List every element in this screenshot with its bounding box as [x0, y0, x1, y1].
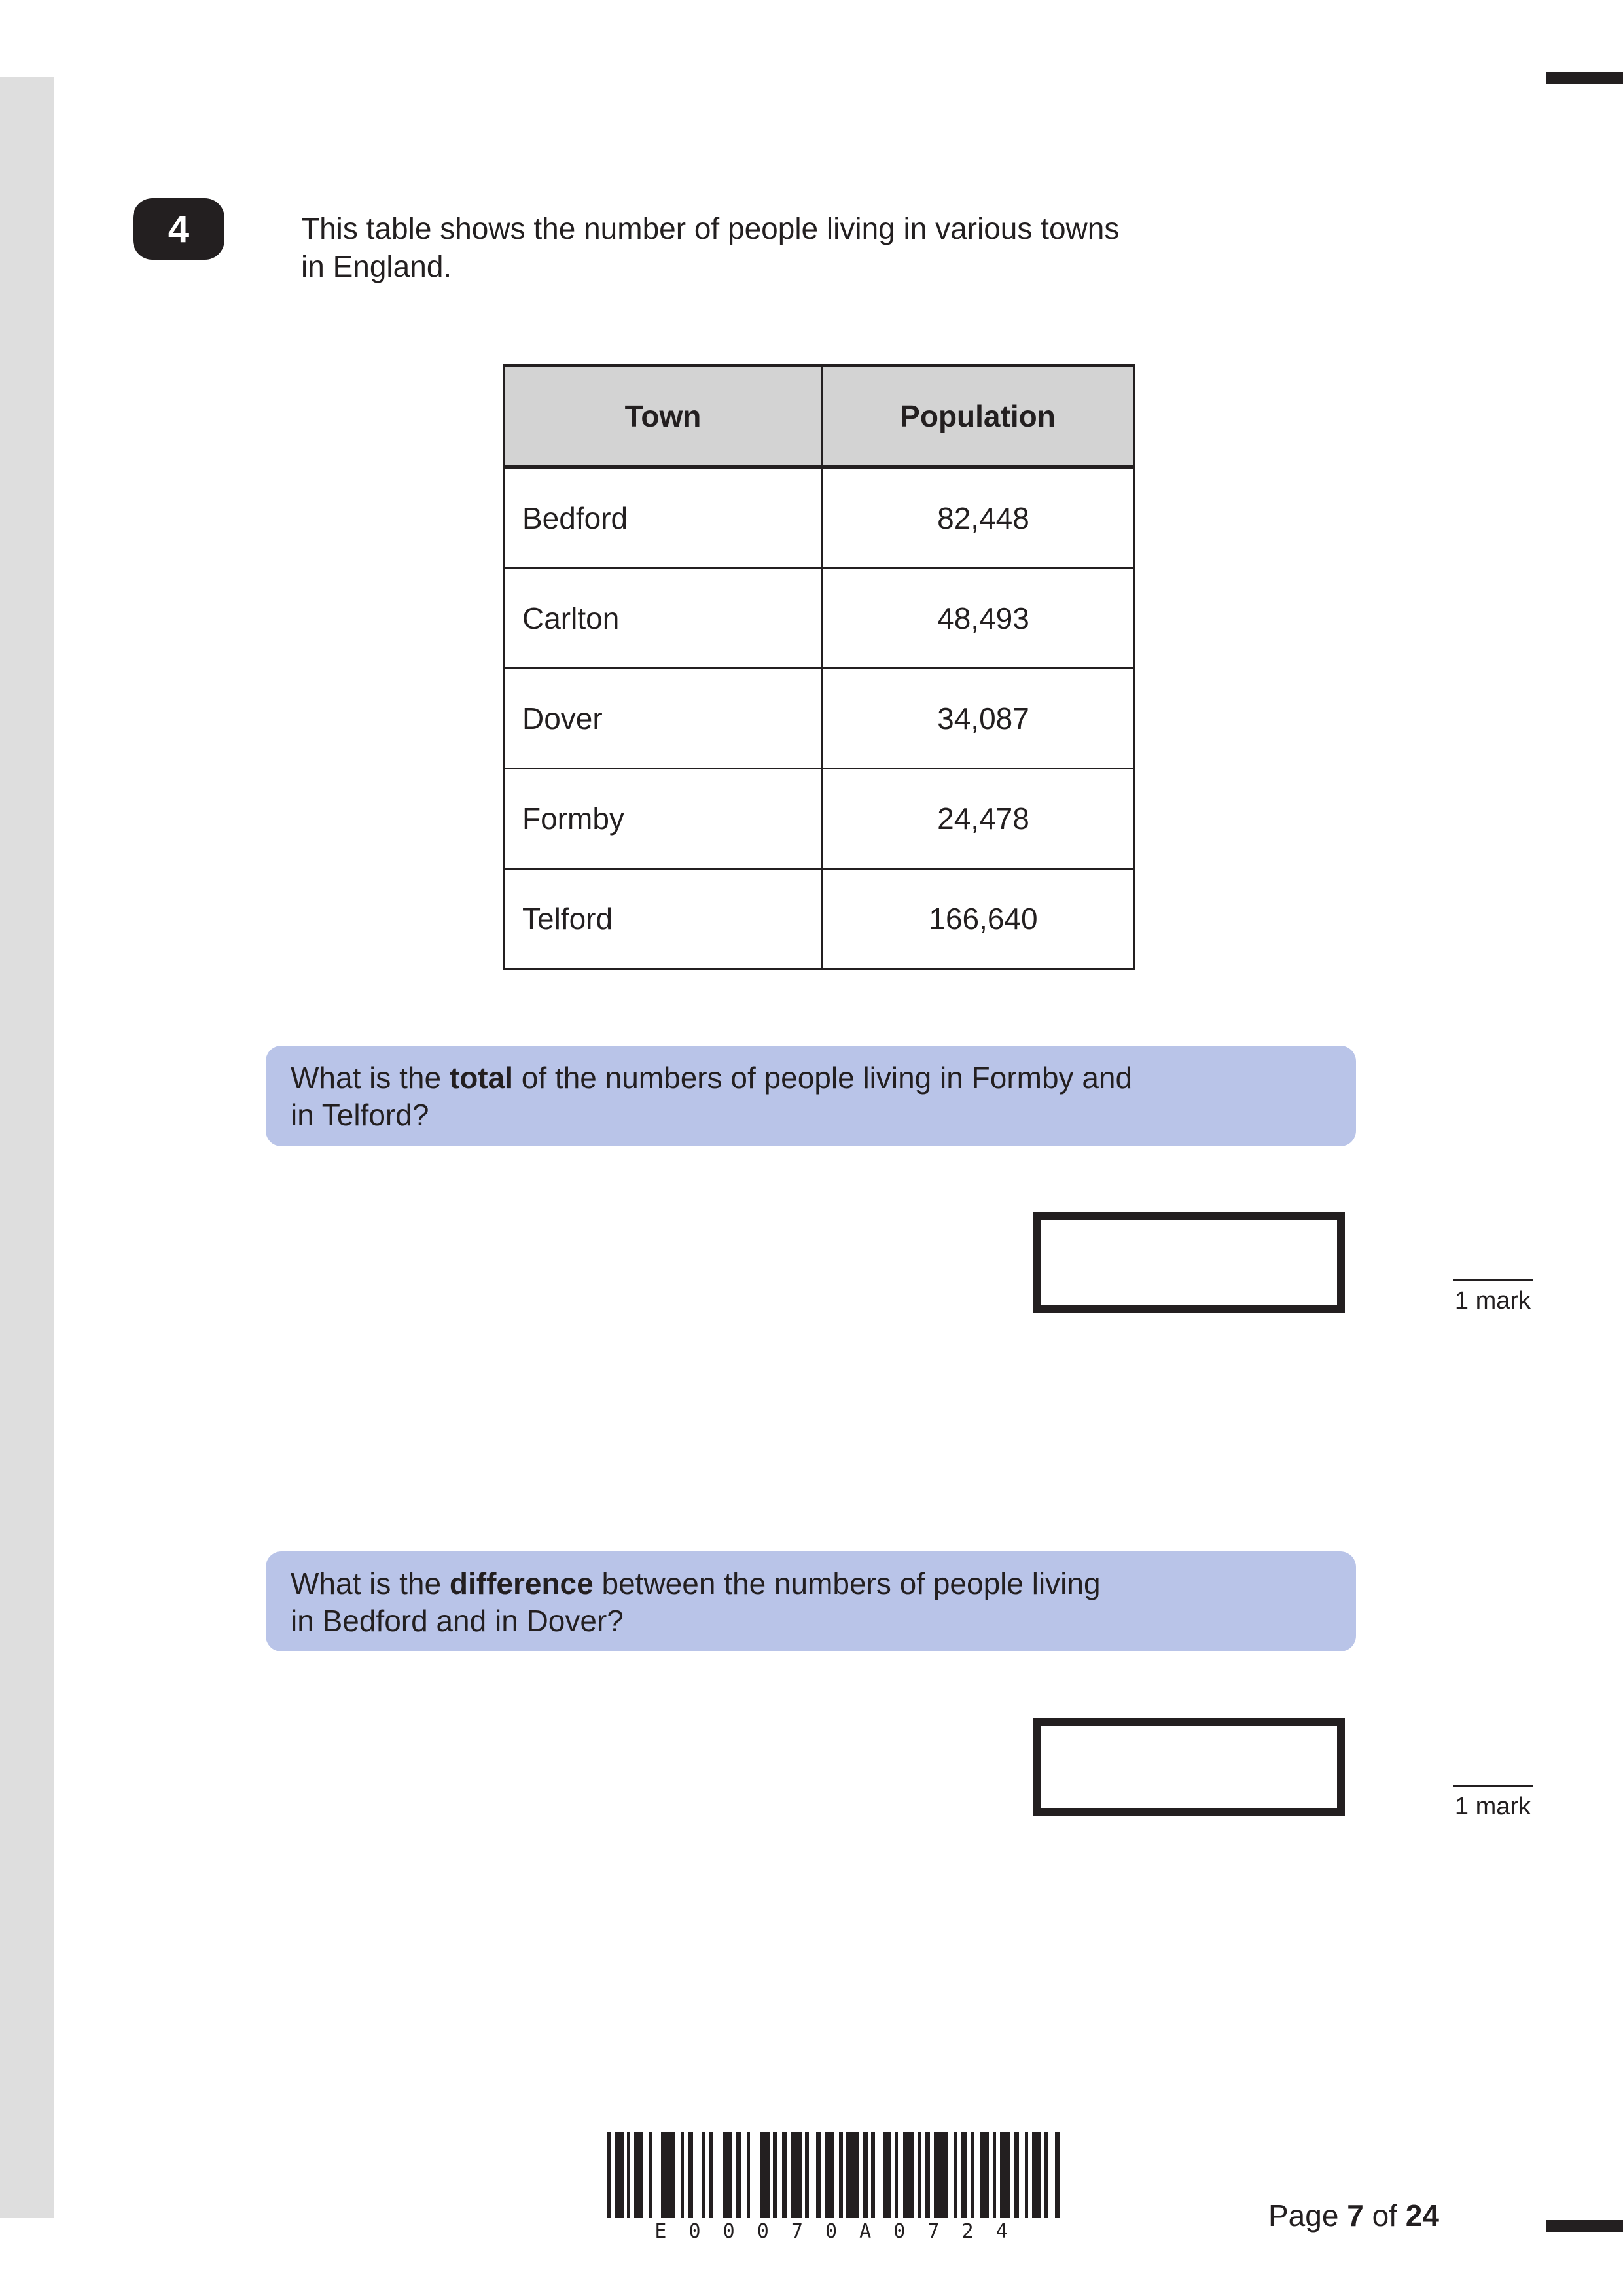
table-header-population: Population: [822, 366, 1135, 467]
sub-question-line1: What is the total of the numbers of people living in Formby and: [291, 1061, 1133, 1095]
population-cell: 34,087: [822, 669, 1135, 769]
population-cell: 82,448: [822, 467, 1135, 569]
table-header-town: Town: [504, 366, 822, 467]
barcode-gap: [675, 2132, 681, 2218]
table-row: [504, 769, 1134, 869]
barcode-bar: [782, 2132, 787, 2218]
barcode-bar: [934, 2132, 948, 2218]
population-cell: 24,478: [822, 769, 1135, 869]
keyword-difference: difference: [449, 1566, 594, 1600]
question-stem-line2: in England.: [301, 249, 452, 283]
table-header-row: [504, 366, 1134, 467]
mark-tag-1: [1453, 1279, 1533, 1315]
barcode-bar: [883, 2132, 891, 2218]
registration-mark-top: [1546, 72, 1623, 84]
barcode-gap: [834, 2132, 839, 2218]
barcode-gap: [1048, 2132, 1055, 2218]
registration-mark-bottom: [1546, 2220, 1623, 2232]
barcode-gap: [777, 2132, 782, 2218]
mark-label: 1 mark: [1454, 1287, 1531, 1315]
barcode-bar: [736, 2132, 741, 2218]
barcode-bar: [760, 2132, 770, 2218]
population-cell: 166,640: [822, 869, 1135, 970]
barcode-bars: [607, 2132, 1060, 2218]
question-stem-line1: This table shows the number of people living in various towns: [301, 211, 1120, 245]
binding-strip: [0, 77, 54, 2218]
barcode-gap: [974, 2132, 980, 2218]
barcode-gap: [693, 2132, 702, 2218]
page-current: 7: [1347, 2199, 1364, 2233]
barcode-gap: [713, 2132, 723, 2218]
page-number: Page 7 of 24: [1268, 2199, 1439, 2233]
mark-tag-2: [1453, 1785, 1533, 1821]
barcode-bar: [1032, 2132, 1041, 2218]
sub-question-line2: in Telford?: [291, 1098, 429, 1132]
barcode-gap: [652, 2132, 661, 2218]
barcode-bar: [816, 2132, 821, 2218]
mark-line: [1453, 1279, 1533, 1281]
barcode-bar: [846, 2132, 859, 2218]
barcode-gap: [809, 2132, 816, 2218]
barcode-gap: [948, 2132, 953, 2218]
answer-box-total[interactable]: [1033, 1212, 1345, 1313]
table-row: [504, 669, 1134, 769]
table-row: [504, 569, 1134, 669]
sub-question-difference: [266, 1551, 1356, 1651]
barcode-gap: [750, 2132, 760, 2218]
barcode-bar: [903, 2132, 914, 2218]
barcode-text: E 0 0 0 7 0 A 0 7 2 4: [654, 2220, 1013, 2243]
barcode-bar: [980, 2132, 990, 2218]
barcode-gap: [1019, 2132, 1024, 2218]
answer-box-difference[interactable]: [1033, 1718, 1345, 1816]
barcode-bar: [634, 2132, 643, 2218]
barcode-gap: [643, 2132, 649, 2218]
barcode: [607, 2132, 1060, 2243]
barcode-bar: [1000, 2132, 1010, 2218]
barcode-bar: [1055, 2132, 1060, 2218]
barcode-bar: [863, 2132, 868, 2218]
keyword-total: total: [449, 1061, 513, 1095]
barcode-bar: [723, 2132, 732, 2218]
sub-question-line1: What is the difference between the numbers of people living: [291, 1566, 1101, 1600]
table-row: [504, 467, 1134, 569]
barcode-bar: [961, 2132, 968, 2218]
barcode-bar: [661, 2132, 675, 2218]
page-total: 24: [1405, 2199, 1439, 2233]
barcode-bar: [925, 2132, 930, 2218]
sub-question-line2: in Bedford and in Dover?: [291, 1604, 624, 1638]
town-cell: Formby: [504, 769, 822, 869]
barcode-gap: [875, 2132, 884, 2218]
question-number-badge: [133, 198, 224, 260]
barcode-bar: [615, 2132, 624, 2218]
barcode-bar: [825, 2132, 834, 2218]
question-number: 4: [168, 207, 190, 251]
town-cell: Carlton: [504, 569, 822, 669]
sub-question-total: [266, 1046, 1356, 1146]
barcode-bar: [1014, 2132, 1019, 2218]
table-row: [504, 869, 1134, 970]
barcode-bar: [791, 2132, 802, 2218]
barcode-bar: [688, 2132, 693, 2218]
barcode-gap: [741, 2132, 746, 2218]
population-table: [503, 364, 1135, 970]
town-cell: Telford: [504, 869, 822, 970]
barcode-gap: [898, 2132, 903, 2218]
town-cell: Dover: [504, 669, 822, 769]
mark-label: 1 mark: [1454, 1793, 1531, 1820]
town-cell: Bedford: [504, 467, 822, 569]
population-cell: 48,493: [822, 569, 1135, 669]
mark-line: [1453, 1785, 1533, 1787]
question-stem: [301, 209, 1322, 285]
